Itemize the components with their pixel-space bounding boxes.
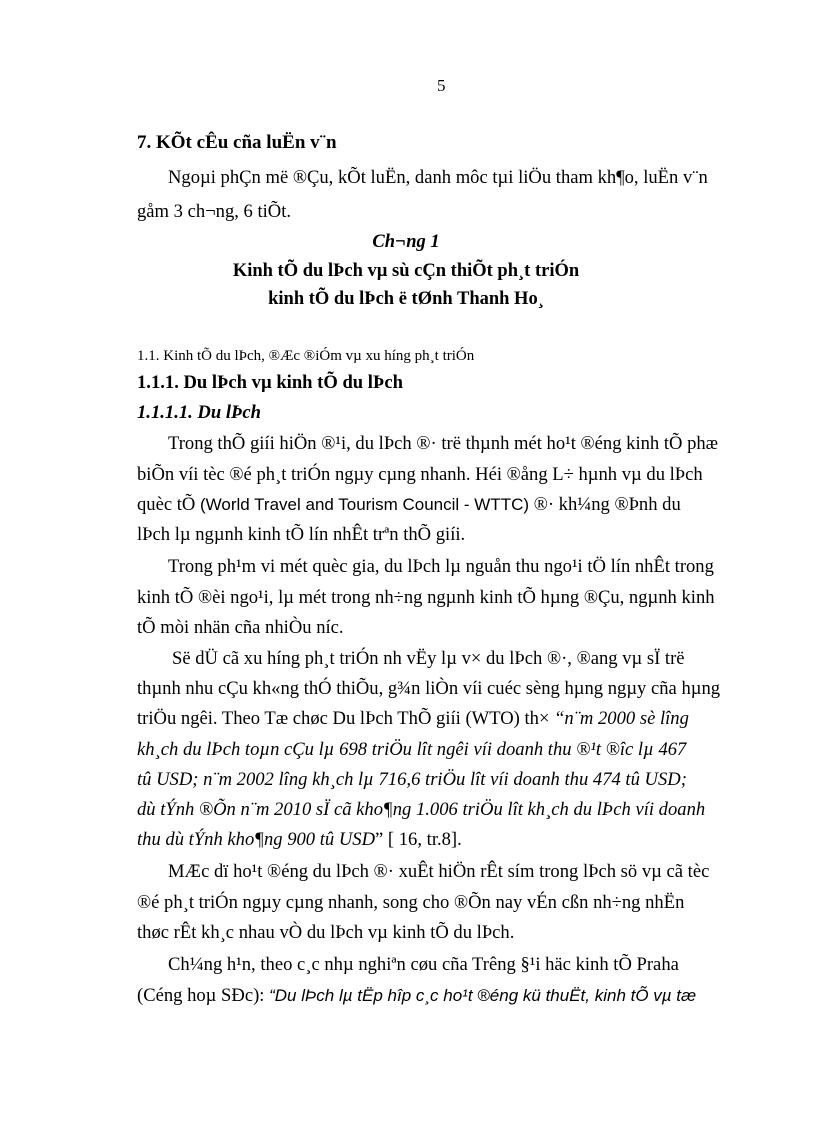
chapter-title-line-1: Kinh tÕ du lÞch vµ sù cÇn thiÕt ph¸t triÓn xyxy=(232,260,580,281)
text-line: gåm 3 ch¬ng, 6 tiÕt. xyxy=(137,201,292,222)
text-line: kinh tÕ ®èi ngo¹i, lµ mét trong nh÷ng ngµnh kinh tÕ hµng ®Çu, ngµnh kinh xyxy=(137,587,715,608)
text-line xyxy=(137,708,689,730)
text-line: thøc rÊt kh¸c nhau vÒ du lÞch vµ kinh tÕ du lÞch. xyxy=(137,922,515,943)
text-run-italic: “Du lÞch lµ tËp hîp c¸c ho¹t ®éng kü thuËt, kinh tÕ vµ tæ xyxy=(269,986,697,1005)
chapter-label: Ch¬ng 1 xyxy=(372,231,440,252)
section-heading-7: 7. KÕt cÊu cña luËn v¨n xyxy=(137,132,337,153)
text-run: quèc tÕ xyxy=(137,494,200,515)
section-heading-1-1: 1.1. Kinh tÕ du lÞch, ®Æc ®iÓm vµ xu híng ph¸t triÓn xyxy=(137,348,475,364)
text-line: dù tÝnh ®Õn n¨m 2010 sÏ cã kho¶ng 1.006 triÖu lît kh¸ch du lÞch víi doanh xyxy=(137,799,706,820)
text-line: MÆc dï ho¹t ®éng du lÞch ®· xuÊt hiÖn rÊt sím trong lÞch sö vµ cã tèc xyxy=(168,861,710,882)
text-line xyxy=(137,829,462,851)
text-run-sans: (World Travel and Tourism Council - WTTC) xyxy=(200,495,530,514)
text-line: Ch¼ng h¹n, theo c¸c nhµ nghiªn cøu cña Trêng §¹i häc kinh tÕ Praha xyxy=(168,954,679,975)
text-line: tû USD; n¨m 2002 lîng kh¸ch lµ 716,6 triÖu lît víi doanh thu 474 tû USD; xyxy=(137,769,687,790)
text-run: (Céng hoµ SÐc): xyxy=(137,985,270,1006)
section-heading-1-1-1: 1.1.1. Du lÞch vµ kinh tÕ du lÞch xyxy=(137,372,403,393)
text-line: Trong thÕ giíi hiÖn ®¹i, du lÞch ®· trë thµnh mét ho¹t ®éng kinh tÕ phæ xyxy=(168,433,719,454)
text-run: ®· kh¼ng ®Þnh du xyxy=(529,494,681,515)
chapter-title-line-2: kinh tÕ du lÞch ë tØnh Thanh Ho¸ xyxy=(268,288,544,309)
text-line: ®é ph¸t triÓn ngµy cµng nhanh, song cho ®Õn nay vÉn cßn nh÷ng nhËn xyxy=(137,892,685,913)
text-run-italic: “n¨m 2000 sè lîng xyxy=(554,708,689,729)
text-line: Trong ph¹m vi mét quèc gia, du lÞch lµ nguån thu ngo¹i tÖ lín nhÊt trong xyxy=(168,556,714,577)
text-line: lÞch lµ ngµnh kinh tÕ lín nhÊt trªn thÕ giíi. xyxy=(137,524,466,545)
text-run-italic: thu dù tÝnh kho¶ng 900 tû USD xyxy=(137,829,376,850)
text-run: triÖu ngêi. Theo Tæ chøc Du lÞch ThÕ giíi (WTO) th× xyxy=(137,708,555,729)
text-line: thµnh nhu cÇu kh«ng thÓ thiÕu, g¾n liÒn víi cuéc sèng hµng ngµy cña hµng xyxy=(137,678,721,699)
text-line: biÕn víi tèc ®é ph¸t triÓn ngµy cµng nhanh. Héi ®ång L÷ hµnh vµ du lÞch xyxy=(137,464,703,485)
text-line xyxy=(137,494,681,516)
text-line: Ngoµi phÇn më ®Çu, kÕt luËn, danh môc tµi liÖu tham kh¶o, luËn v¨n xyxy=(168,167,708,188)
text-line: Së dÜ cã xu híng ph¸t triÓn nh vËy lµ v× du lÞch ®·, ®ang vµ sÏ trë xyxy=(172,648,685,669)
section-heading-1-1-1-1: 1.1.1.1. Du lÞch xyxy=(137,402,261,423)
page-number: 5 xyxy=(437,76,446,95)
text-line: tÕ mòi nhän cña nhiÒu níc. xyxy=(137,617,344,638)
text-run: ” [ 16, tr.8]. xyxy=(375,829,462,850)
text-line xyxy=(137,985,696,1007)
text-line: kh¸ch du lÞch toµn cÇu lµ 698 triÖu lît ngêi víi doanh thu ®¹t ®îc lµ 467 xyxy=(137,739,687,760)
